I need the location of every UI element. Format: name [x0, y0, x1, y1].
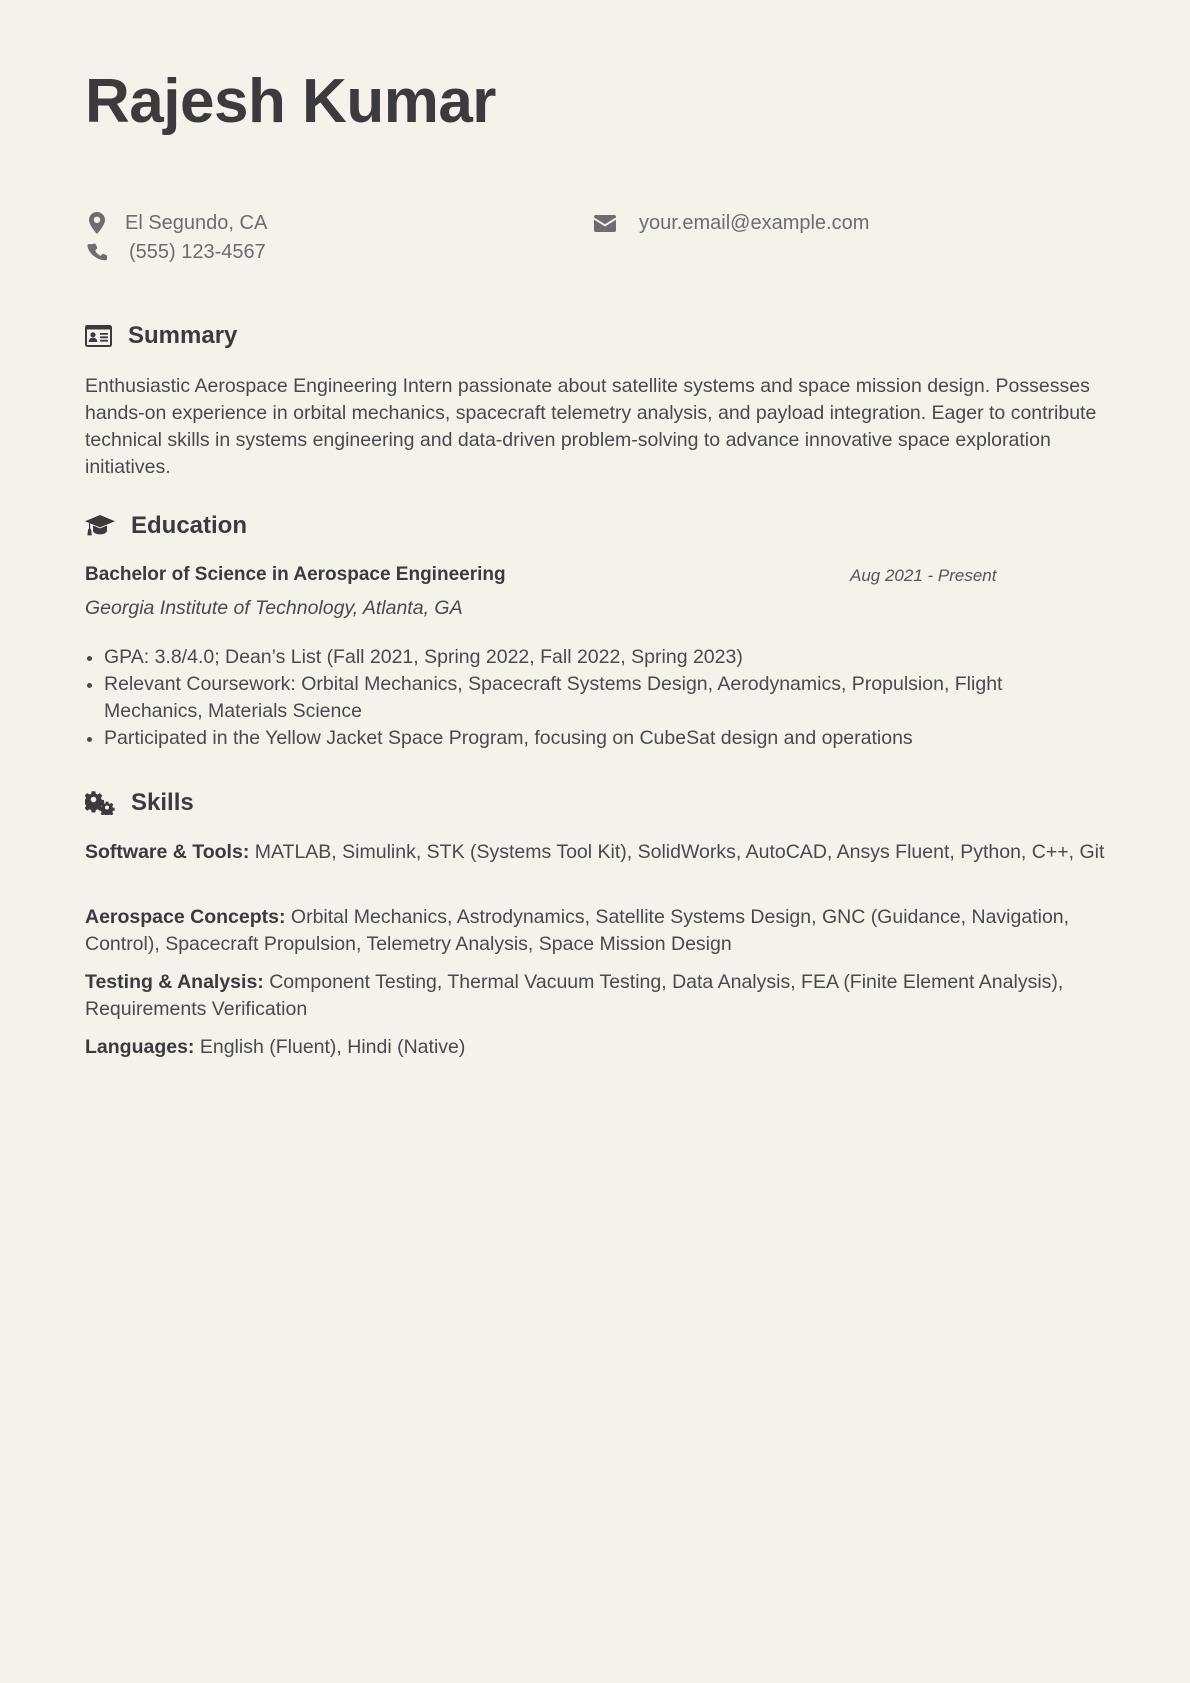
degree-title: Bachelor of Science in Aerospace Engineering [85, 564, 506, 585]
skill-value: MATLAB, Simulink, STK (Systems Tool Kit), SolidWorks, AutoCAD, Ansys Fluent, Python, C++, Git [254, 841, 1105, 863]
skill-label: Languages: [85, 1036, 195, 1058]
list-item: GPA: 3.8/4.0; Dean’s List (Fall 2021, Spring 2022, Fall 2022, Spring 2023) [85, 644, 1105, 671]
skill-aerospace-concepts [85, 904, 1105, 958]
contact-email [594, 211, 869, 235]
skill-value: Orbital Mechanics, Astrodynamics, Satellite Systems Design, GNC (Guidance, Navigation, Control), Spacecraft Propulsion, Telemetry Analysis, Space Mission Design [85, 906, 1070, 955]
skills-heading-text: Skills [131, 789, 194, 816]
gears-icon [85, 791, 115, 815]
skill-value: English (Fluent), Hindi (Native) [199, 1036, 466, 1058]
summary-heading [85, 322, 237, 350]
location-text: El Segundo, CA [125, 211, 268, 234]
skill-testing-analysis [85, 969, 1105, 1023]
map-marker-icon [85, 211, 109, 235]
skill-label: Testing & Analysis: [85, 971, 264, 993]
skill-languages [85, 1034, 1105, 1061]
list-item: Participated in the Yellow Jacket Space Program, focusing on CubeSat design and operations [85, 725, 1105, 752]
list-item: Relevant Coursework: Orbital Mechanics, Spacecraft Systems Design, Aerodynamics, Propulsion, Flight Mechanics, Materials Science [85, 671, 1105, 725]
envelope-icon [594, 211, 616, 235]
school-name: Georgia Institute of Technology, Atlanta, GA [85, 597, 463, 619]
summary-text: Enthusiastic Aerospace Engineering Intern passionate about satellite systems and space mission design. Possesses hands-on experience in orbital mechanics, spacecraft telemetry analysis, and payload integration. Eager to contribute technical skills in systems engineering and data-driven problem-solving to advance innovative space exploration initiatives. [85, 375, 1097, 478]
skill-software-tools [85, 839, 1105, 866]
skill-value: Component Testing, Thermal Vacuum Testing, Data Analysis, FEA (Finite Element Analysis), Requirements Verification [85, 971, 1064, 1020]
summary-heading-text: Summary [128, 322, 238, 349]
education-heading-text: Education [131, 512, 248, 539]
education-heading [85, 512, 247, 540]
skills-heading [85, 789, 194, 817]
education-details-list [85, 644, 1105, 752]
candidate-name: Rajesh Kumar [85, 67, 496, 136]
phone-text: (555) 123-4567 [129, 240, 266, 263]
contact-location [85, 211, 267, 235]
graduation-cap-icon [85, 515, 115, 537]
id-card-icon [85, 325, 112, 347]
skill-label: Software & Tools: [85, 841, 250, 863]
phone-icon [85, 240, 109, 264]
email-link[interactable]: your.email@example.com [639, 211, 870, 234]
education-dates: Aug 2021 - Present [850, 566, 997, 585]
skill-label: Aerospace Concepts: [85, 906, 286, 928]
contact-phone [85, 240, 266, 264]
